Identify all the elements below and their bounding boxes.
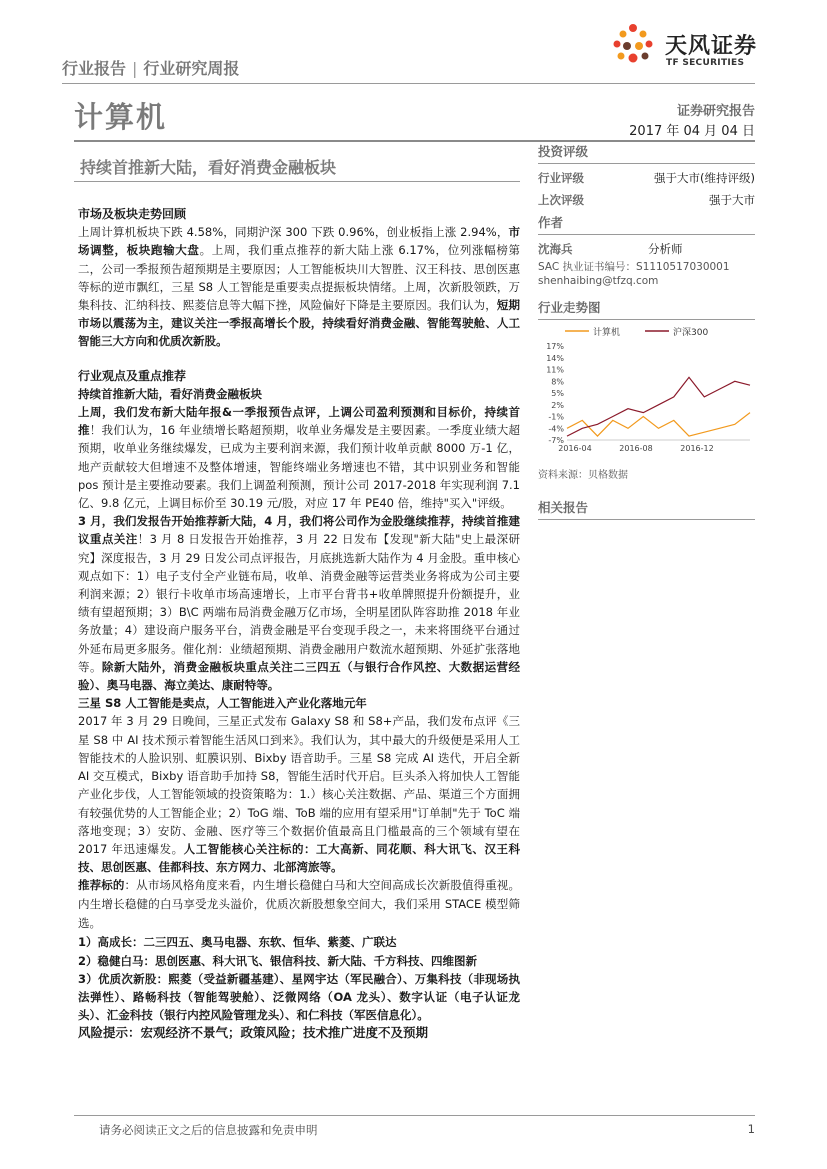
breadcrumb-separator: | xyxy=(132,59,138,78)
y-tick-label: 8% xyxy=(551,377,564,387)
trend-panel xyxy=(538,298,755,320)
y-tick-label: 5% xyxy=(551,389,564,398)
trend-chart xyxy=(535,318,757,458)
footer-divider xyxy=(74,1115,755,1116)
review-text-2: 。上周，我们重点推荐的新大陆上涨 6.17%，位列涨幅榜第二，公司一季报预告超预期是主要原因；人工智能板块川大智胜、汉王科技、思创医惠等标的逆市飘红，三星 S8 人工智能是重要卖点提振板块情绪。上周，次新股领跌，万集科技、汇纳科技、熙菱信息等大幅下挫，风险偏好下降是主要原因。我们认为， xyxy=(78,243,520,313)
rating-label: 行业评级 xyxy=(538,171,584,185)
rating-title: 投资评级 xyxy=(538,144,589,159)
rating-row xyxy=(538,170,755,186)
rec-item: 3）优质次新股：熙菱（受益新疆基建）、星网宇达（军民融合）、万集科技（非现场执法弹性）、路畅科技（智能驾驶舱）、泛微网络（OA 龙头）、数字认证（电子认证龙头）、汇金科技（银行内控风险管理龙头）、和仁科技（军医信息化）。 xyxy=(78,971,520,1023)
y-tick-label: -1% xyxy=(548,412,564,422)
page-headline: 持续首推新大陆，看好消费金融板块 xyxy=(80,158,337,177)
report-type: 证券研究报告 xyxy=(676,104,755,119)
y-tick-label: -4% xyxy=(548,424,564,434)
review-bold-2: 短期市场以震荡为主，建议关注一季报高增长个股，持续看好消费金融、智能驾驶舱、人工智能三大方向和优质次新股。 xyxy=(78,298,521,349)
tf-logo-icon xyxy=(609,22,657,70)
review-text: 上周计算机板块下跌 4.58%，同期沪深 300 下跌 0.96%，创业板指上涨 2.94%， xyxy=(78,225,509,240)
author-title: 作者 xyxy=(538,215,564,230)
rec-item: 2）稳健白马：思创医惠、科大讯飞、银信科技、新大陆、千方科技、四维图新 xyxy=(78,953,477,968)
review-bold: 市场调整，板块跑输大盘 xyxy=(78,225,520,258)
author-panel xyxy=(538,213,755,287)
legend-label: 沪深300 xyxy=(673,328,709,338)
rating-value: 强于大市(维持评级) xyxy=(654,171,755,185)
main-content xyxy=(78,205,520,1043)
rec-item: 1）高成长：二三四五、奥马电器、东软、恒华、紫菱、广联达 xyxy=(78,935,397,950)
related-title: 相关报告 xyxy=(538,500,589,515)
y-tick-label: 17% xyxy=(546,342,564,351)
x-tick-label: 2016-08 xyxy=(619,444,653,453)
rec-text: ：从市场风格角度来看，内生增长稳健白马和大空间高成长次新股值得重视。内生增长稳健的白马享受龙头溢价，优质次新股想象空间大，我们采用 STACE 模型筛选。 xyxy=(78,878,521,931)
risk-warning: 风险提示：宏观经济不景气；政策风险；技术推广进度不及预期 xyxy=(78,1025,429,1041)
review-paragraph xyxy=(78,223,520,350)
chart-source: 资料来源：贝格数据 xyxy=(538,470,628,481)
header-divider xyxy=(62,83,755,84)
x-tick-label: 2016-04 xyxy=(558,444,592,453)
y-tick-label: 11% xyxy=(546,365,564,375)
y-tick-label: 2% xyxy=(551,400,564,410)
sector-title: 计算机 xyxy=(74,100,168,134)
rating-panel xyxy=(538,142,755,208)
sub3-text: 2017 年 3 月 29 日晚间，三星正式发布 Galaxy S8 和 S8+产品，我们发布点评《三星 S8 中 AI 技术预示着智能生活风口到来》。我们认为，其中最大的升级便是采用人工智能技术的人脸识别、虹膜识别、Bixby 语音助手。三星 S8 完成 AI 迭代，开启全新 AI 交互模式，Bixby 语音助手加持 S8，智能生活时代开启。巨头杀入将加快人工智能产业化步伐，人工智能领域的投资策略为：1.）核心关注数据、产品、渠道三个方面拥有较强优势的人工智能企业；2）ToG 端、ToB 端的应用有望采用"订单制"先于 ToC 端落地变现；3）安防、金融、医疗等三个数据价值最高且门槛最高的三个领域有望在 2017 年迅速爆发。 xyxy=(78,714,520,856)
breadcrumb-category: 行业报告 xyxy=(62,59,127,78)
sub2-paragraph xyxy=(78,512,520,694)
author-row xyxy=(538,241,755,257)
sub3-paragraph xyxy=(78,712,520,876)
brand-name-en: TF SECURITIES xyxy=(666,58,745,68)
report-date: 2017 年 04 月 04 日 xyxy=(629,124,755,139)
y-tick-label: 14% xyxy=(546,353,564,363)
page-number: 1 xyxy=(747,1122,755,1136)
sub1-text: ！我们认为，16 年业绩增长略超预期，收单业务爆发是主要因素。一季度业绩大超预期，收单业务继续爆发，已成为主要利润来源，我们预计收单贡献 8000 万-1 亿，地产贡献较大但增速不及整体增速，智能终端业务增速也不错，其中识别业务和智能 pos 预计是主要推动要素。我们上调盈利预测，预计公司 2017-2018 年实现利润 7.1 亿、9.8 亿元，上调目标价至 30.19 元/股，对应 17 年 PE40 倍，维持"买入"评级。 xyxy=(78,423,520,511)
rating-value: 强于大市 xyxy=(709,193,755,207)
author-cert: SAC 执业证书编号：S1110517030001 xyxy=(538,261,730,273)
series-line-计算机 xyxy=(567,413,750,437)
section-title: 市场及板块走势回顾 xyxy=(78,207,187,221)
brand-name-cn: 天风证券 xyxy=(665,34,758,59)
breadcrumb xyxy=(62,56,239,79)
footer-disclaimer: 请务必阅读正文之后的信息披露和免责申明 xyxy=(99,1123,318,1137)
rec-label: 推荐标的 xyxy=(78,878,125,893)
rec-paragraph xyxy=(78,876,520,933)
rating-row xyxy=(538,192,755,208)
section-title: 行业观点及重点推荐 xyxy=(78,368,187,383)
author-name: 沈海兵 xyxy=(538,242,573,256)
sub1-paragraph xyxy=(78,403,520,512)
sub2-bold: 3 月，我们发报告开始推荐新大陆，4 月，我们将公司作为金股继续推荐，持续首推建议重点关注 xyxy=(78,514,520,547)
sub2-bold-2: 除新大陆外，消费金融板块重点关注二三四五（与银行合作风控、大数据运营经验）、奥马电器、海立美达、康耐特等。 xyxy=(78,659,521,693)
trend-title: 行业走势图 xyxy=(538,300,601,315)
author-email[interactable]: shenhaibing@tfzq.com xyxy=(538,275,659,287)
sub1-bold: 上周，我们发布新大陆年报&一季报预告点评，上调公司盈利预测和目标价，持续首推 xyxy=(78,405,520,438)
breadcrumb-subcategory: 行业研究周报 xyxy=(143,59,240,78)
subsection-title: 三星 S8 人工智能是卖点，人工智能进入产业化落地元年 xyxy=(78,696,367,711)
related-panel xyxy=(538,498,755,520)
headline-divider xyxy=(74,181,520,182)
sub3-bold: 人工智能核心关注标的：工大高新、同花顺、科大讯飞、汉王科技、思创医惠、佳都科技、东方网力、北部湾旅等。 xyxy=(78,841,521,875)
subsection-title: 持续首推新大陆，看好消费金融板块 xyxy=(78,386,262,401)
legend-label: 计算机 xyxy=(593,328,621,338)
rating-label: 上次评级 xyxy=(538,193,584,207)
sub2-text: ！3 月 8 日发报告开始推荐，3 月 22 日发布【发现"新大陆"史上最深研究】深度报告，3 月 29 日发公司点评报告，月底挑选新大陆作为 4 月金股。重申核心观点如下：1）电子支付全产业链布局，收单、消费金融等运营类业务将成为公司主要利润来源；2）银行卡收单市场高速增长，上市平台背书+收单牌照提升份额提升，业绩有望超预期；3）B\C 两端布局消费金融万亿市场，全明星团队阵容助推 2018 年业务放量；4）建设商户服务平台，消费金融是平台变现手段之一，未来将围绕平台通过外延布局更多服务。催化剂：业绩超预期、消费金融用户数流水超预期、外延扩张落地等。 xyxy=(78,532,521,674)
x-tick-label: 2016-12 xyxy=(680,444,714,453)
y-tick-label: -7% xyxy=(548,436,564,445)
author-role: 分析师 xyxy=(648,242,683,256)
